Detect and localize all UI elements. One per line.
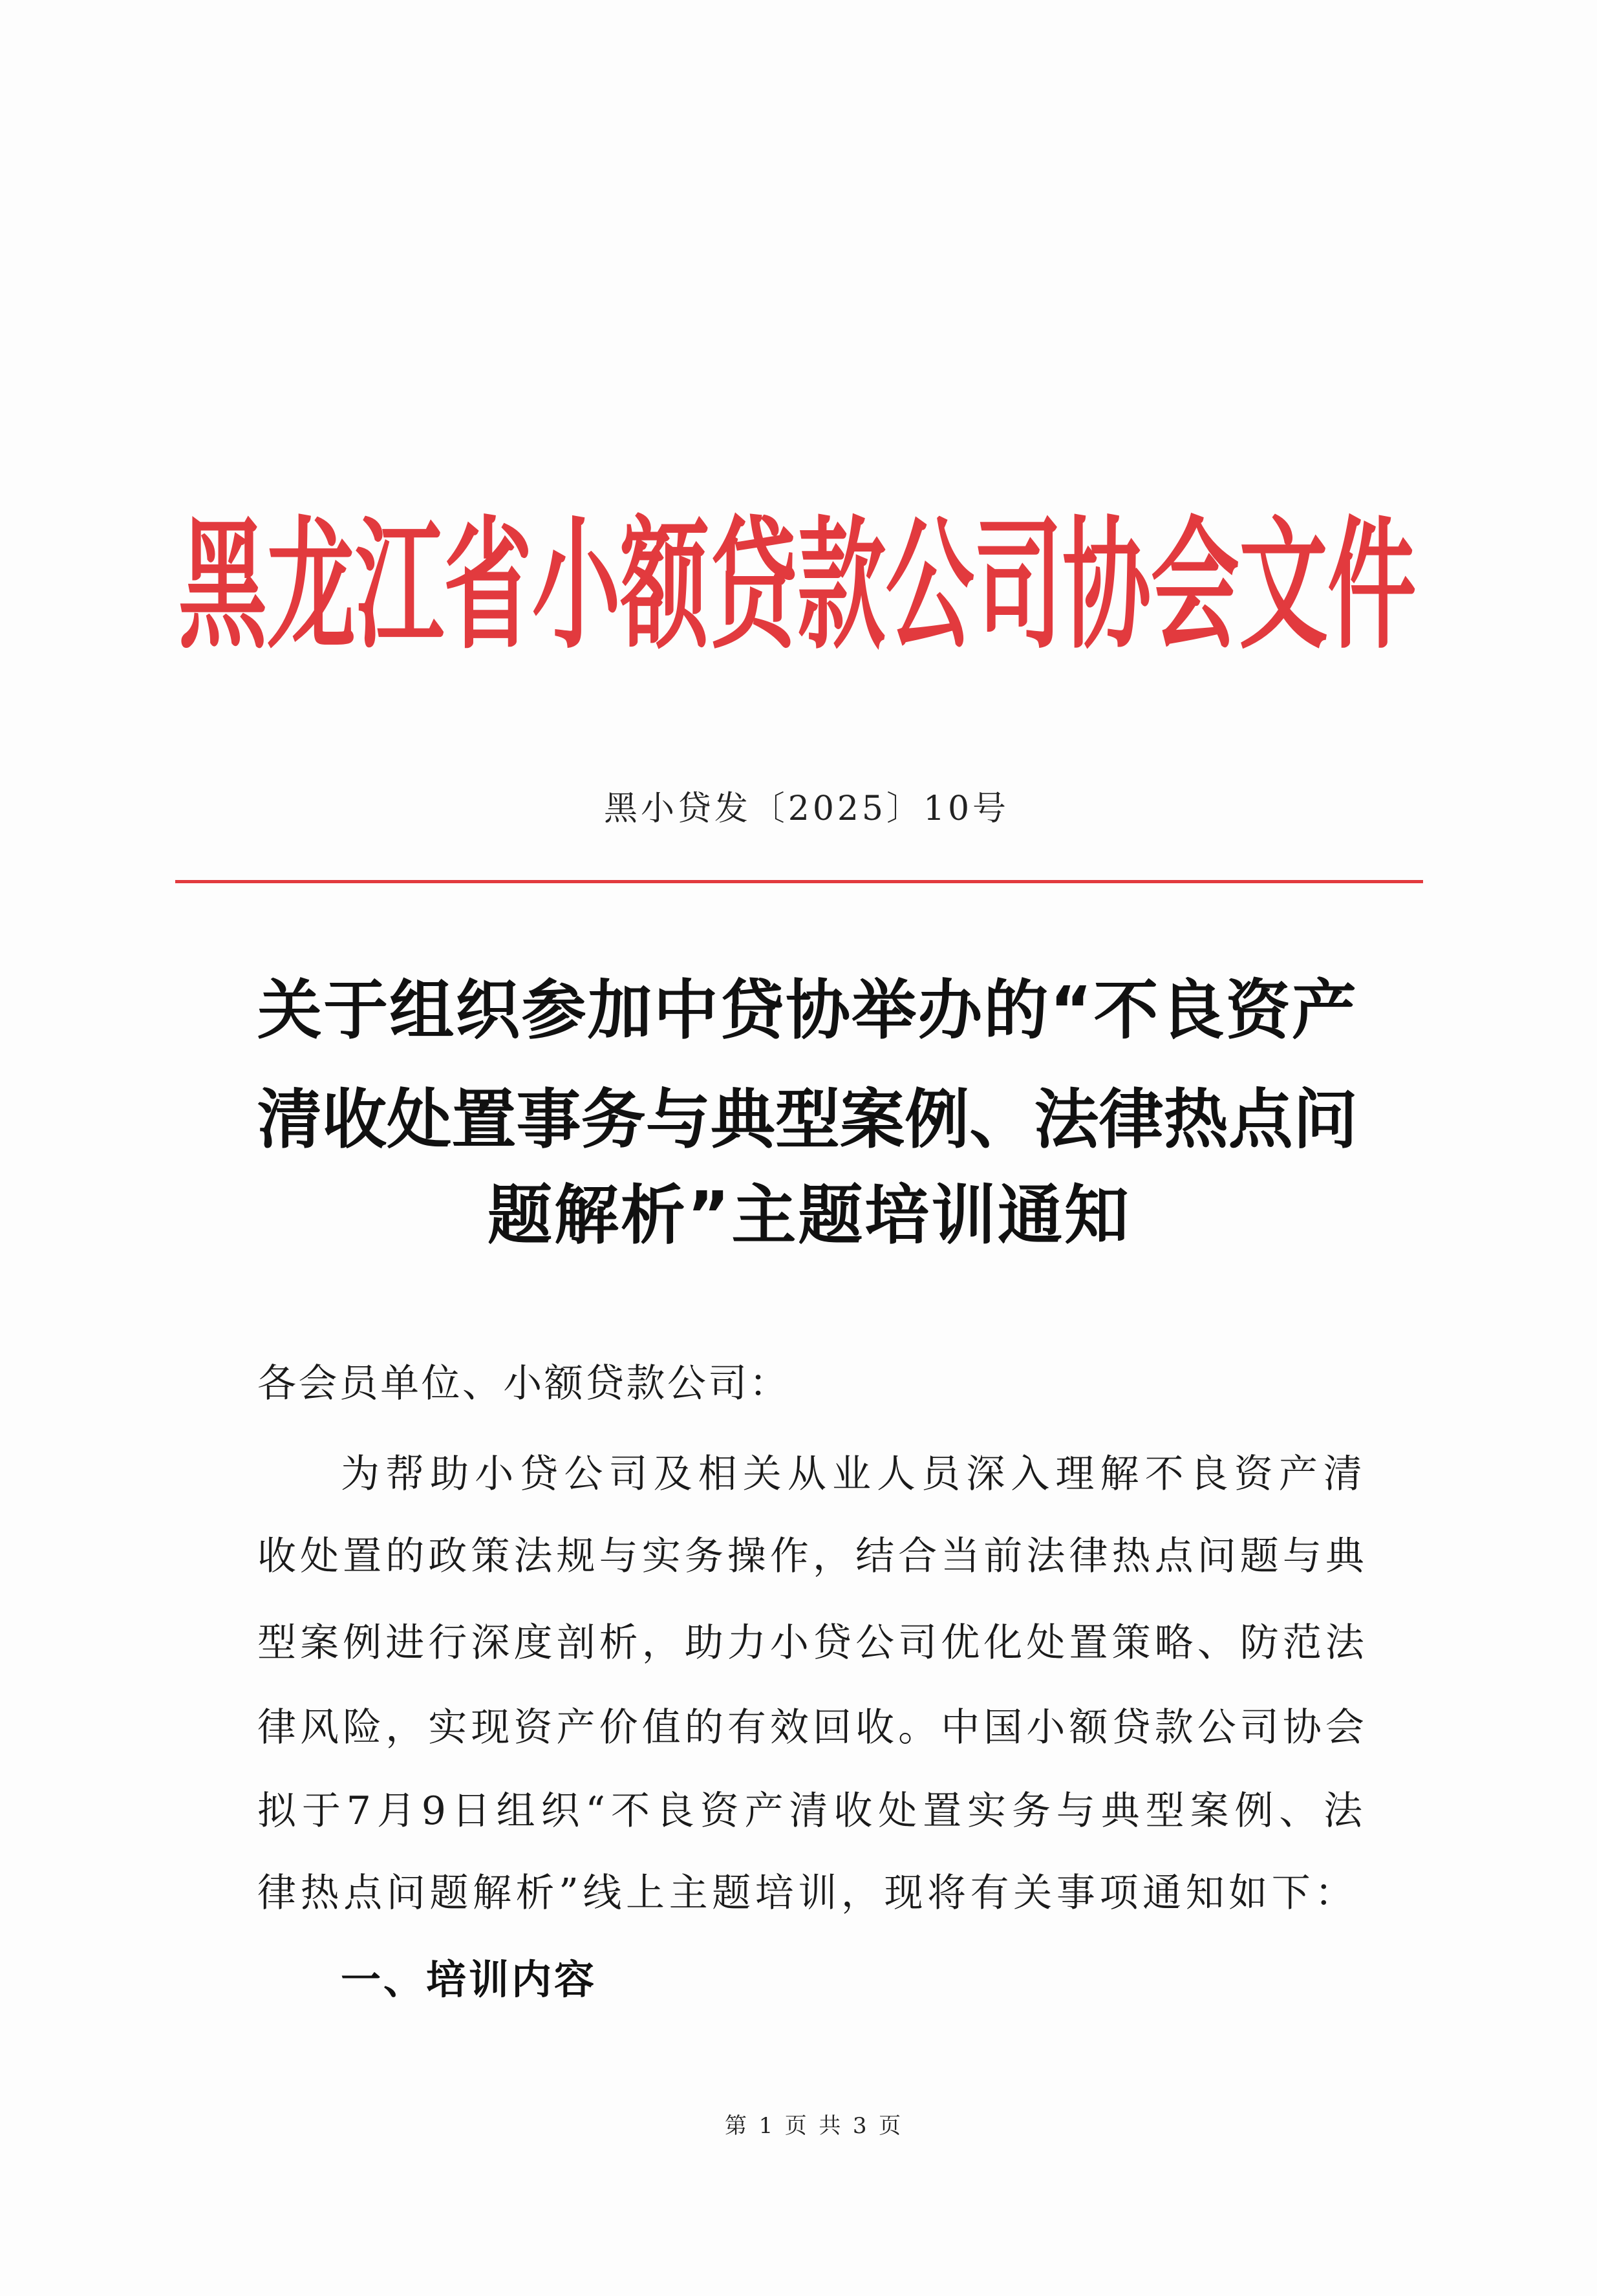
paragraph-line: 拟于7月9日组织“不良资产清收处置实务与典型案例、法 <box>257 1788 1368 1834</box>
red-header-rule <box>175 880 1423 883</box>
paragraph-line: 律风险，实现资产价值的有效回收。中国小额贷款公司协会 <box>257 1705 1368 1750</box>
notice-title-line-2: 清收处置事务与典型案例、法律热点问 <box>257 1082 1358 1157</box>
notice-title-line-1: 关于组织参加中贷协举办的“不良资产 <box>257 972 1358 1048</box>
section-heading: 一、培训内容 <box>341 1956 597 2003</box>
page-number-footer: 第 1 页 共 3 页 <box>725 2113 903 2139</box>
paragraph-line: 型案例进行深度剖析，助力小贷公司优化处置策略、防范法 <box>257 1620 1368 1666</box>
paragraph-line: 律热点问题解析”线上主题培训，现将有关事项通知如下： <box>257 1871 1358 1916</box>
notice-title-line-3: 题解析”主题培训通知 <box>488 1177 1131 1253</box>
paragraph-line: 收处置的政策法规与实务操作，结合当前法律热点问题与典 <box>257 1534 1368 1579</box>
org-header-title: 黑龙江省小额贷款公司协会文件 <box>178 502 1416 669</box>
paragraph-line: 为帮助小贷公司及相关从业人员深入理解不良资产清 <box>341 1452 1368 1497</box>
document-number: 黑小贷发〔2025〕10号 <box>604 789 1009 828</box>
salutation: 各会员单位、小额贷款公司： <box>257 1361 790 1406</box>
